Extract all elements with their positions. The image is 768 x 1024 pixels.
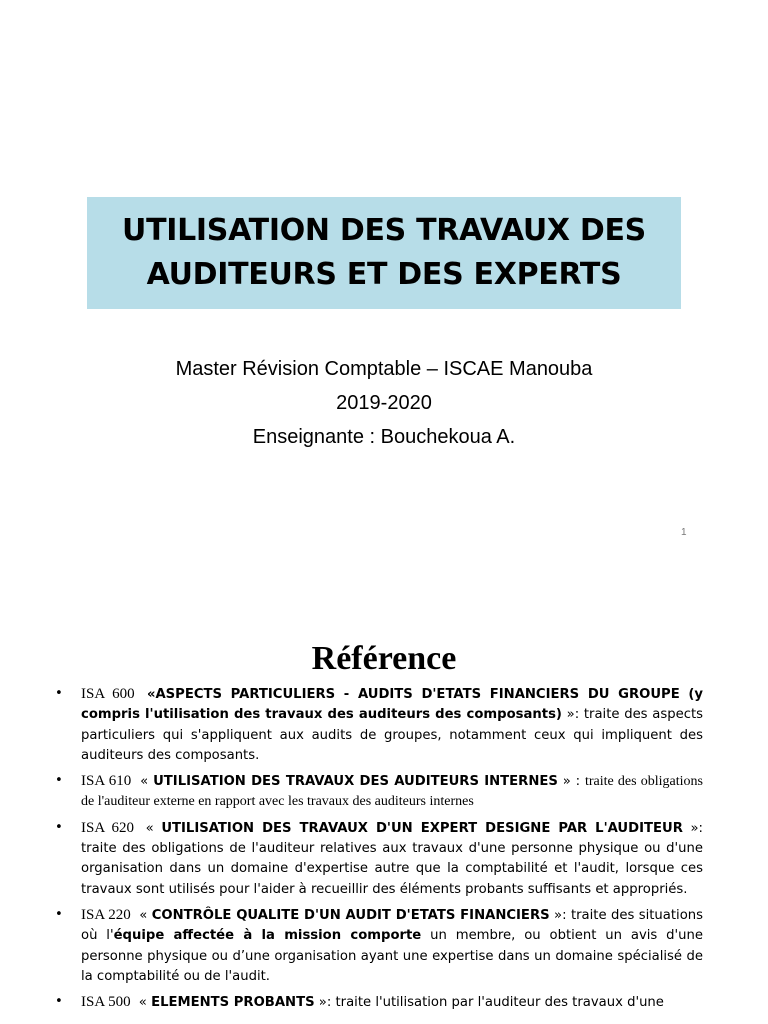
course-name: Master Révision Comptable – ISCAE Manouba bbox=[175, 358, 593, 380]
title-box bbox=[87, 197, 681, 309]
isa-title: UTILISATION DES TRAVAUX D'UN EXPERT DESIGNE PAR L'AUDITEUR bbox=[161, 820, 683, 836]
isa-description: traite des obligations de l'auditeur relatives aux travaux d'une personne physique ou d'une organisation dans un domaine d'expertise autre que la comptabilité et l'audit, lorsque ces travaux sont utilisés pour l'aider à recueillir des éléments probants suffisants et appropriés. bbox=[81, 841, 703, 897]
isa-description: traite l'utilisation par l'auditeur des travaux d'une bbox=[335, 995, 664, 1011]
reference-list bbox=[55, 684, 703, 1018]
isa-code: ISA 600 bbox=[81, 686, 135, 702]
isa-description-a: traite des situations où l' bbox=[81, 907, 703, 944]
reference-item-isa-600: • ISA 600 «ASPECTS PARTICULIERS - AUDITS D'ETATS FINANCIERS DU GROUPE (y compris l'utilisation des travaux des auditeurs des composants) »: traite des aspects particuliers qui s'appliquent aux audits de groupes, notamment ceux qui impliquent des auditeurs des composants. bbox=[55, 686, 703, 763]
title-line-2: AUDITEURS ET DES EXPERTS bbox=[146, 257, 622, 292]
isa-title: UTILISATION DES TRAVAUX DES AUDITEURS INTERNES bbox=[153, 774, 558, 790]
isa-description-bold: équipe affectée à la mission comporte bbox=[113, 928, 422, 944]
reference-item-isa-620: • ISA 620 « UTILISATION DES TRAVAUX D'UN EXPERT DESIGNE PAR L'AUDITEUR »: traite des obligations de l'auditeur relatives aux travaux d'une personne physique ou d'une organisation dans un domaine d'expertise autre que la comptabilité et l'audit, lorsque ces travaux sont utilisés pour l'aider à recueillir des éléments probants suffisants et appropriés. bbox=[55, 819, 703, 897]
bullet-icon: • bbox=[55, 773, 63, 789]
bullet-icon: • bbox=[55, 686, 63, 701]
isa-code: ISA 610 bbox=[81, 773, 132, 790]
bullet-icon: • bbox=[55, 819, 63, 835]
reference-heading: Référence bbox=[311, 640, 457, 677]
isa-title: CONTRÔLE QUALITE D'UN AUDIT D'ETATS FINANCIERS bbox=[151, 907, 550, 923]
title-line-1: UTILISATION DES TRAVAUX DES bbox=[122, 213, 646, 248]
isa-title: ASPECTS PARTICULIERS - AUDITS D'ETATS FINANCIERS DU GROUPE (y compris l'utilisation des travaux des auditeurs des composants) bbox=[81, 687, 703, 723]
isa-code: ISA 220 bbox=[81, 906, 131, 923]
isa-title: ELEMENTS PROBANTS bbox=[151, 995, 315, 1011]
reference-slide bbox=[0, 582, 768, 1024]
reference-item-isa-610: • ISA 610 « UTILISATION DES TRAVAUX DES AUDITEURS INTERNES » : traite des obligations de l'auditeur externe en rapport avec les travaux des auditeurs internes bbox=[55, 773, 703, 810]
page-number: 1 bbox=[681, 527, 687, 538]
isa-code: ISA 500 bbox=[81, 994, 131, 1011]
slide-title bbox=[122, 209, 646, 297]
isa-description: traite des aspects particuliers qui s'appliquent aux audits de groupes, notamment ceux qui impliquent des auditeurs des composants. bbox=[81, 707, 703, 763]
academic-year: 2019-2020 bbox=[336, 392, 432, 414]
subtitle-block bbox=[0, 352, 768, 454]
isa-code: ISA 620 bbox=[81, 819, 135, 836]
reference-item-isa-220: • ISA 220 « CONTRÔLE QUALITE D'UN AUDIT D'ETATS FINANCIERS »: traite des situations où l'équipe affectée à la mission comporte un membre, ou obtient un avis d'une personne physique ou d’une organisation ayant une expertise dans un domaine spécialisé de la comptabilité ou de l'audit. bbox=[55, 906, 703, 984]
isa-description: traite des obligations de l'auditeur externe en rapport avec les travaux des auditeurs internes bbox=[81, 774, 703, 810]
isa-description-c: un membre, ou obtient un avis d'une personne physique ou d’une organisation ayant une expertise dans un domaine spécialisé de la comptabilité ou de l'audit. bbox=[81, 928, 703, 984]
bullet-icon: • bbox=[55, 906, 63, 922]
teacher-name: Enseignante : Bouchekoua A. bbox=[252, 426, 516, 448]
bullet-icon: • bbox=[55, 994, 63, 1010]
reference-item-isa-500: • ISA 500 « ELEMENTS PROBANTS »: traite l'utilisation par l'auditeur des travaux d'une bbox=[55, 992, 703, 1013]
